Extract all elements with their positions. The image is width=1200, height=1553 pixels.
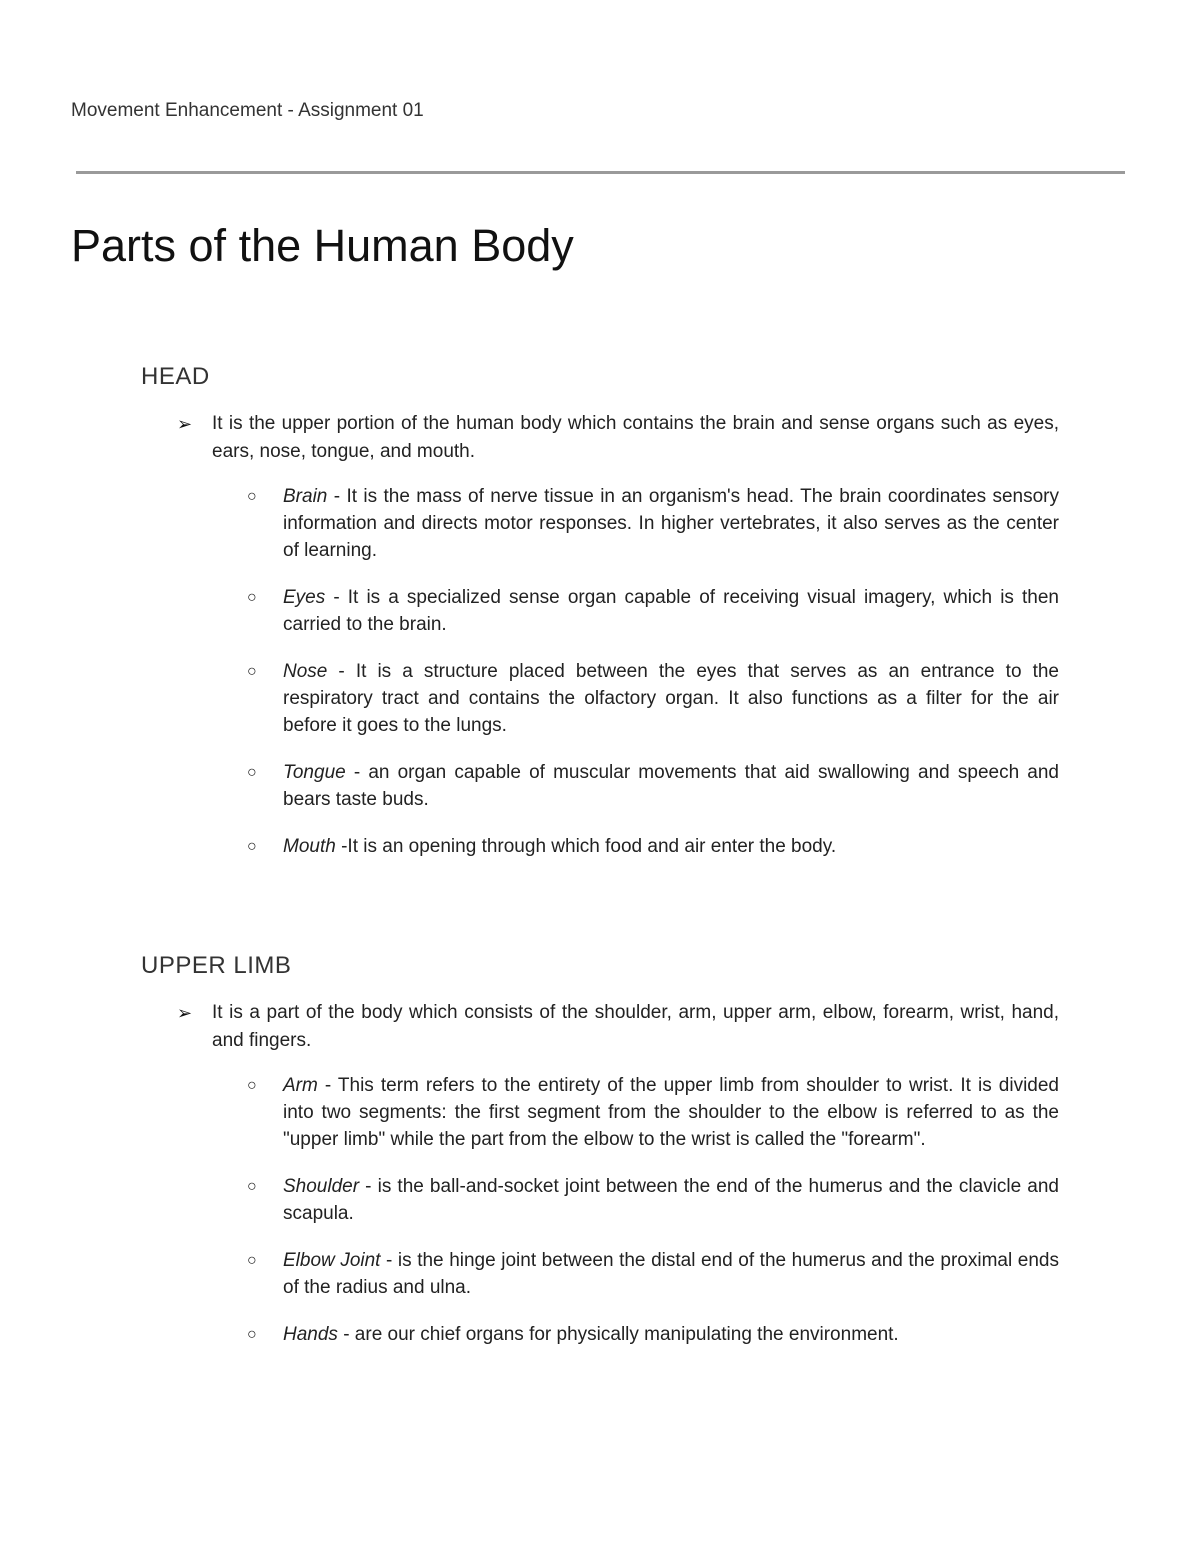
list-item [247,759,1059,813]
document-title: Parts of the Human Body [71,220,574,271]
list-item [247,584,1059,638]
item-description: - It is a structure placed between the eyes that serves as an entrance to the respiratory tract and contains the olfactory organ. It also functions as a filter for the air before it goes to the lungs. [283,661,1059,736]
item-description: - are our chief organs for physically manipulating the environment. [337,1324,899,1345]
circle-bullet-icon: ○ [247,488,257,505]
circle-bullet-icon: ○ [247,1326,257,1343]
list-item [247,1173,1059,1227]
list-item [247,1072,1059,1153]
circle-bullet-icon: ○ [247,663,257,680]
item-description: - is the hinge joint between the distal end of the humerus and the proximal ends of the radius and ulna. [283,1250,1059,1298]
item-description: - It is the mass of nerve tissue in an organism's head. The brain coordinates sensory information and directs motor responses. In higher vertebrates, it also serves as the center of learning. [283,486,1059,561]
list-item [247,833,1059,860]
circle-bullet-icon: ○ [247,1178,257,1195]
section-heading: HEAD [141,363,210,390]
header-divider [76,171,1125,174]
main-point-text: It is a part of the body which consists of the shoulder, arm, upper arm, elbow, forearm, wrist, hand, and fingers. [212,1002,1059,1051]
circle-bullet-icon: ○ [247,764,257,781]
item-description: - is the ball-and-socket joint between the end of the humerus and the clavicle and scapula. [283,1176,1059,1224]
item-term: Nose [283,661,328,682]
list-item [247,483,1059,564]
sub-list [141,1072,1059,1348]
list-item [247,1247,1059,1301]
page-header: Movement Enhancement - Assignment 01 [71,100,424,121]
item-term: Tongue [283,762,346,783]
main-point-text: It is the upper portion of the human body which contains the brain and sense organs such as eyes, ears, nose, tongue, and mouth. [212,413,1059,462]
circle-bullet-icon: ○ [247,589,257,606]
list-item [247,658,1059,739]
circle-bullet-icon: ○ [247,1252,257,1269]
item-term: Hands [283,1324,338,1345]
main-point [141,999,1059,1055]
main-point [141,410,1059,466]
section-upper-limb [141,951,1059,1368]
circle-bullet-icon: ○ [247,838,257,855]
section-head [141,362,1059,880]
item-term: Arm [283,1075,318,1096]
sub-list [141,483,1059,860]
item-term: Eyes [283,587,326,608]
arrow-bullet-icon: ➢ [177,1003,193,1023]
item-term: Elbow Joint [283,1250,381,1271]
list-item [247,1321,1059,1348]
section-heading: UPPER LIMB [141,952,292,979]
item-description: - an organ capable of muscular movements that aid swallowing and speech and bears taste buds. [283,762,1059,810]
item-description: - This term refers to the entirety of the upper limb from shoulder to wrist. It is divided into two segments: the first segment from the shoulder to the elbow is referred to as the "upper limb" while the part from the elbow to the wrist is called the "forearm". [283,1075,1059,1150]
item-term: Mouth [283,836,336,857]
circle-bullet-icon: ○ [247,1077,257,1094]
arrow-bullet-icon: ➢ [177,414,193,434]
item-term: Shoulder [283,1176,360,1197]
item-description: - It is a specialized sense organ capable of receiving visual imagery, which is then carried to the brain. [283,587,1059,635]
item-description: -It is an opening through which food and air enter the body. [335,836,837,857]
item-term: Brain [283,486,328,507]
